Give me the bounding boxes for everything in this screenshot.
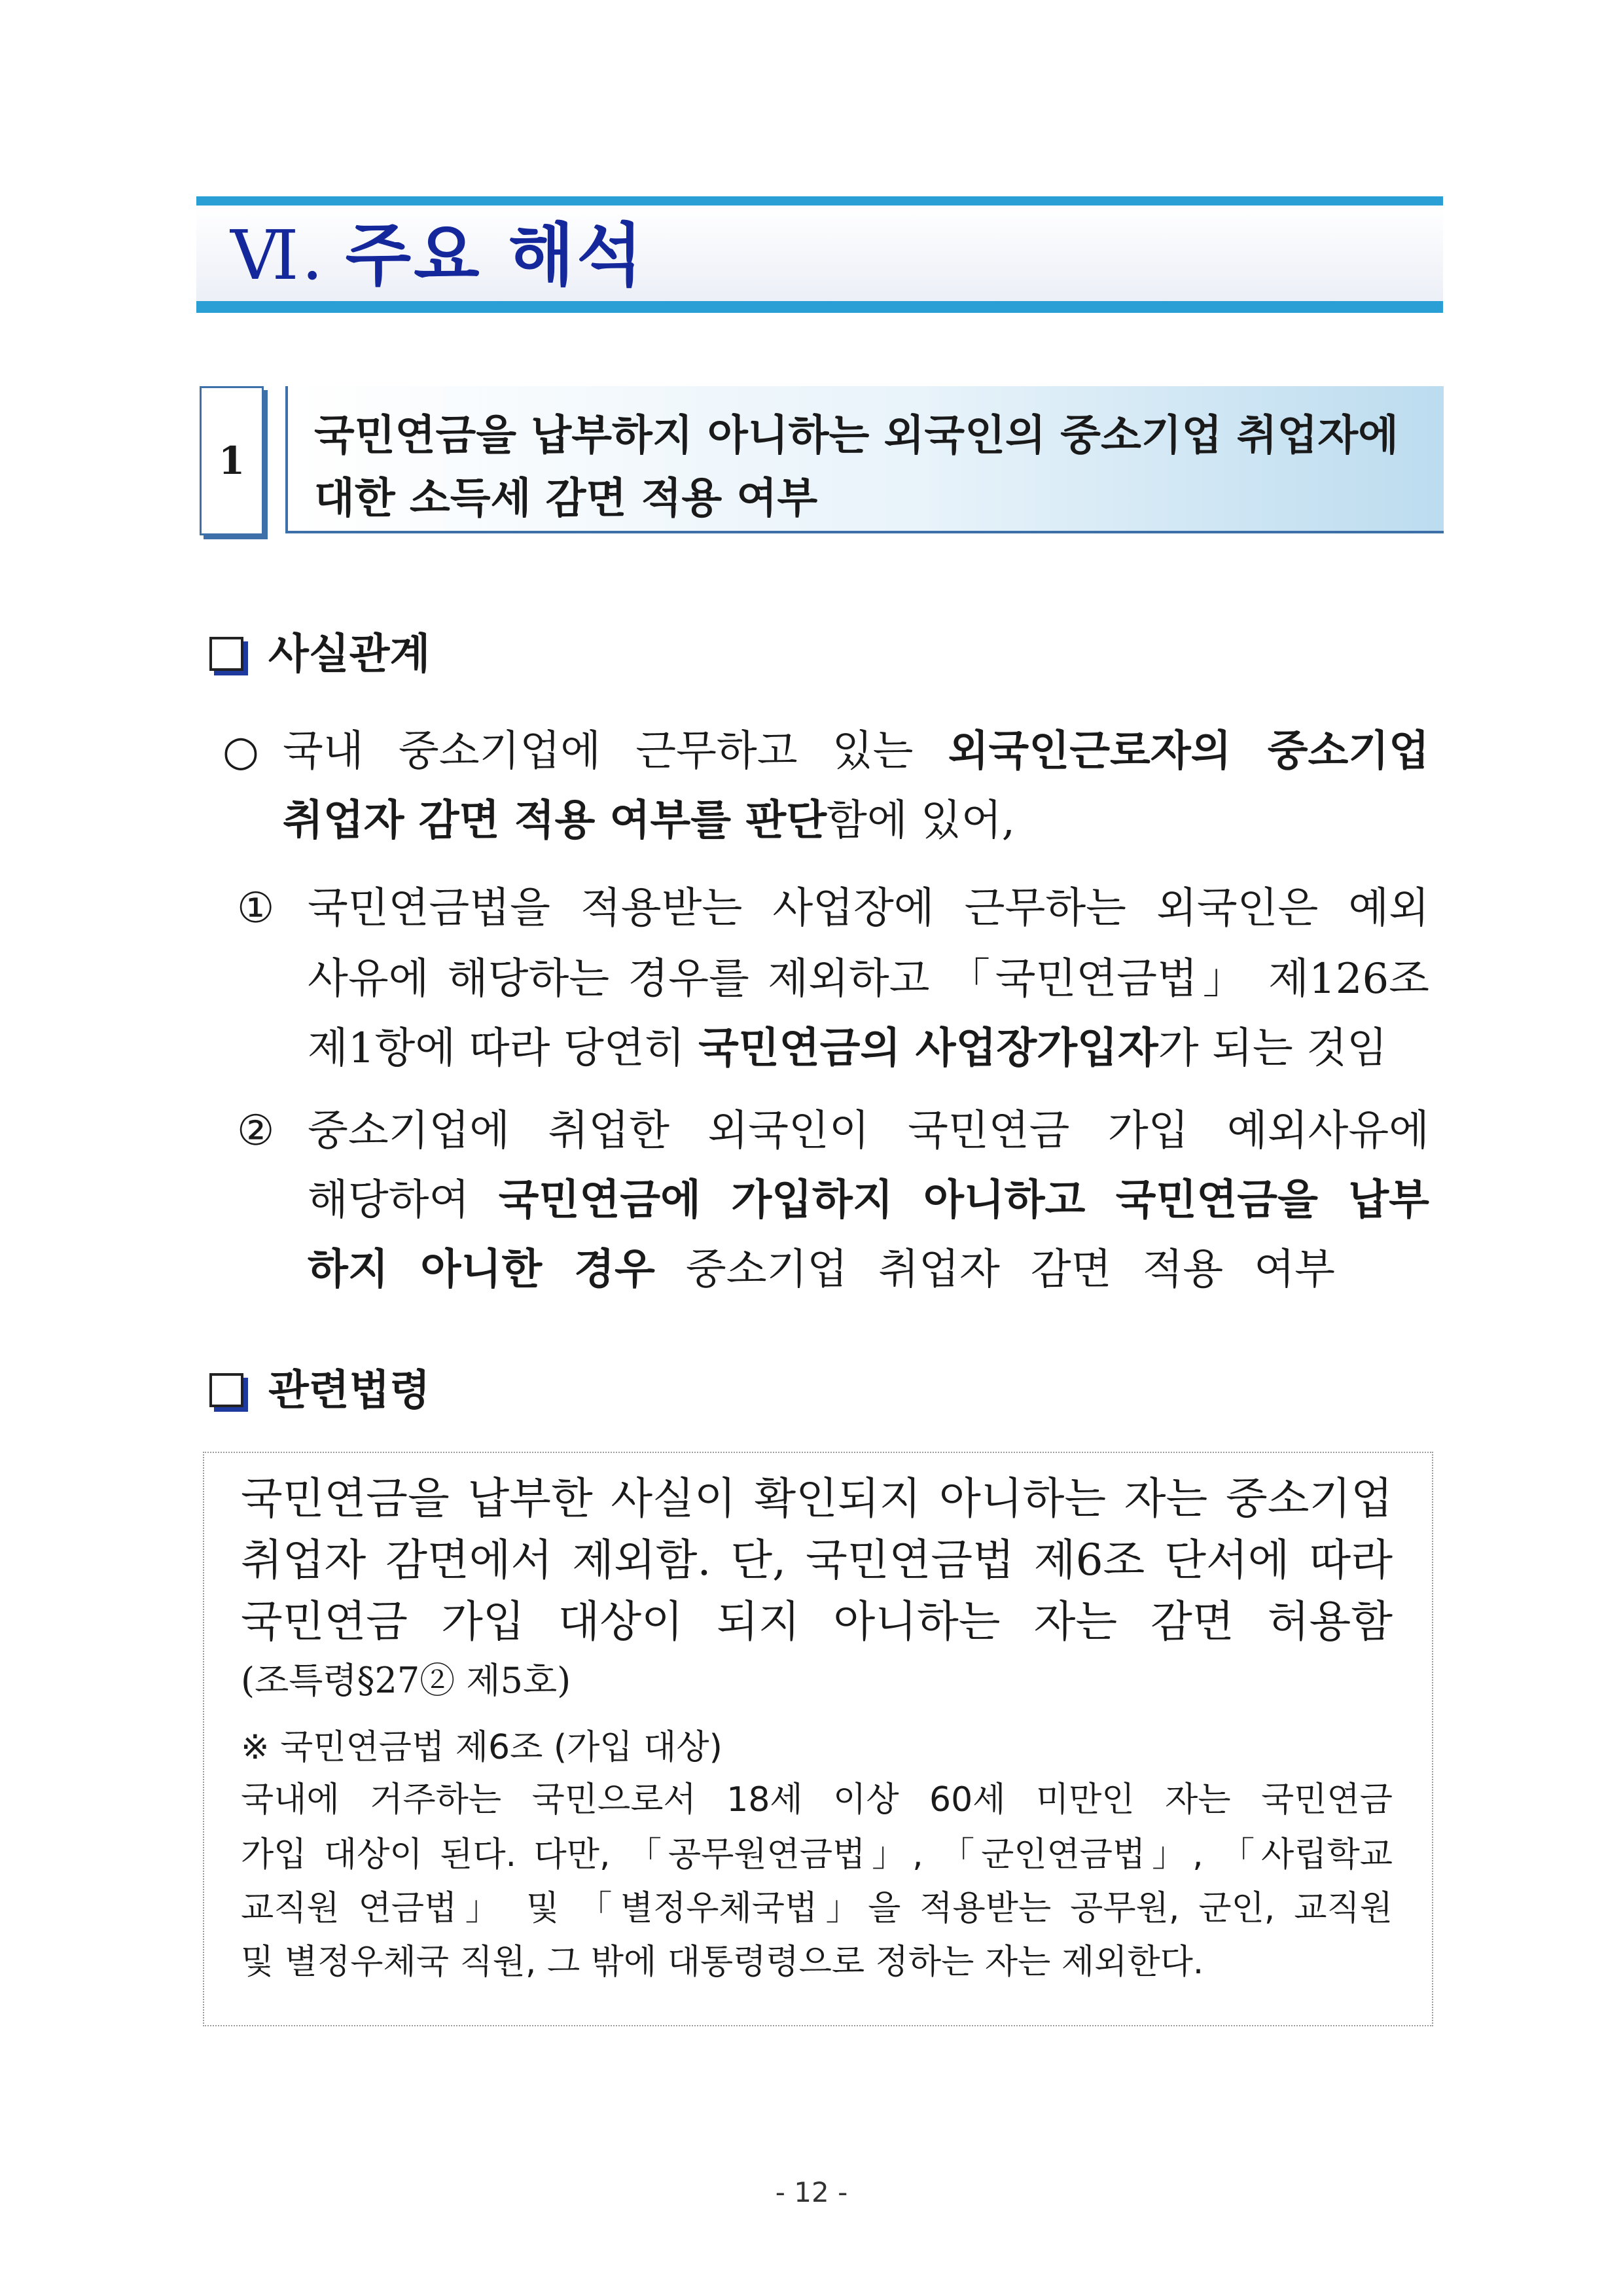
section-title-line2: 대한 소득세 감면 적용 여부 (314, 474, 818, 523)
law-box (203, 1452, 1433, 2026)
facts-intro-l2-a: 취업자 감면 적용 여부를 판단 (283, 796, 827, 845)
chapter-bottom-rule (196, 301, 1443, 313)
law-heading (209, 1365, 430, 1417)
item1-marker: ① (237, 884, 275, 933)
section-title-line1: 국민연금을 납부하지 아니하는 외국인의 중소기업 취업자에 (314, 411, 1399, 460)
item2-l3-b: 중소기업 취업자 감면 적용 여부 (654, 1246, 1335, 1294)
item1-line2: 사유에 해당하는 경우를 제외하고 「국민연금법」 제126조 (308, 955, 1429, 1003)
facts-intro-l1-b: 외국인근로자의 중소기업 (948, 726, 1429, 776)
facts-intro-l2-b: 함에 있어, (827, 797, 1015, 845)
page-number: - 12 - (775, 2176, 848, 2208)
facts-intro-line2 (283, 795, 1015, 847)
facts-heading (209, 628, 430, 681)
law-note-title: ※ 국민연금법 제6조 (가입 대상) (241, 1728, 722, 1767)
law-reference: (조특령§27② 제5호) (241, 1660, 571, 1701)
item1-l3-c: 가 되는 것임 (1158, 1024, 1387, 1073)
checkbox-icon (209, 1373, 243, 1407)
chapter-title (230, 216, 645, 295)
law-line3: 국민연금 가입 대상이 되지 아니하는 자는 감면 허용함 (241, 1596, 1393, 1647)
item1-line1: 국민연금법을 적용받는 사업장에 근무하는 외국인은 예외 (308, 884, 1429, 933)
bullet-circle: ○ (223, 727, 259, 776)
checkbox-icon (209, 637, 243, 671)
facts-heading-text: 사실관계 (268, 630, 431, 679)
facts-intro-l1-a: 국내 중소기업에 근무하고 있는 (283, 727, 948, 776)
item2-line1: 중소기업에 취업한 외국인이 국민연금 가입 예외사유에 (308, 1107, 1429, 1155)
facts-intro-line1 (283, 725, 1429, 778)
item1-l3-a: 제1항에 따라 당연히 (308, 1024, 699, 1073)
law-note-line3: 교직원 연금법」 및 「별정우체국법」을 적용받는 공무원, 군인, 교직원 (241, 1889, 1393, 1928)
item2-l3-a: 하지 아니한 경우 (308, 1245, 655, 1294)
item2-marker: ② (237, 1107, 275, 1155)
item2-l2-a: 해당하여 (308, 1176, 499, 1225)
chapter-header (196, 196, 1443, 313)
chapter-title-text: 주요 해석 (345, 215, 645, 295)
law-note-line1: 국내에 거주하는 국민으로서 18세 이상 60세 미만인 자는 국민연금 (241, 1780, 1393, 1820)
law-line2: 취업자 감면에서 제외함. 단, 국민연금법 제6조 단서에 따라 (241, 1535, 1393, 1585)
item1-l3-b: 국민연금의 사업장가입자 (698, 1024, 1158, 1073)
chapter-top-rule (196, 196, 1443, 206)
law-note-line4: 및 별정우체국 직원, 그 밖에 대통령령으로 정하는 자는 제외한다. (241, 1943, 1204, 1982)
law-note-line2: 가입 대상이 된다. 다만, 「공무원연금법」, 「군인연금법」, 「사립학교 (241, 1835, 1393, 1874)
item2-line2 (308, 1174, 1429, 1227)
section-title (285, 386, 1444, 533)
item2-l2-b: 국민연금에 가입하지 아니하고 국민연금을 납부 (498, 1175, 1429, 1225)
item2-line3 (308, 1244, 1335, 1296)
section-number-box: 1 (200, 386, 264, 535)
item1-line3 (308, 1022, 1387, 1075)
law-line1: 국민연금을 납부한 사실이 확인되지 아니하는 자는 중소기업 (241, 1473, 1393, 1524)
chapter-roman: Ⅵ. (230, 215, 326, 295)
law-heading-text: 관련법령 (268, 1366, 431, 1415)
